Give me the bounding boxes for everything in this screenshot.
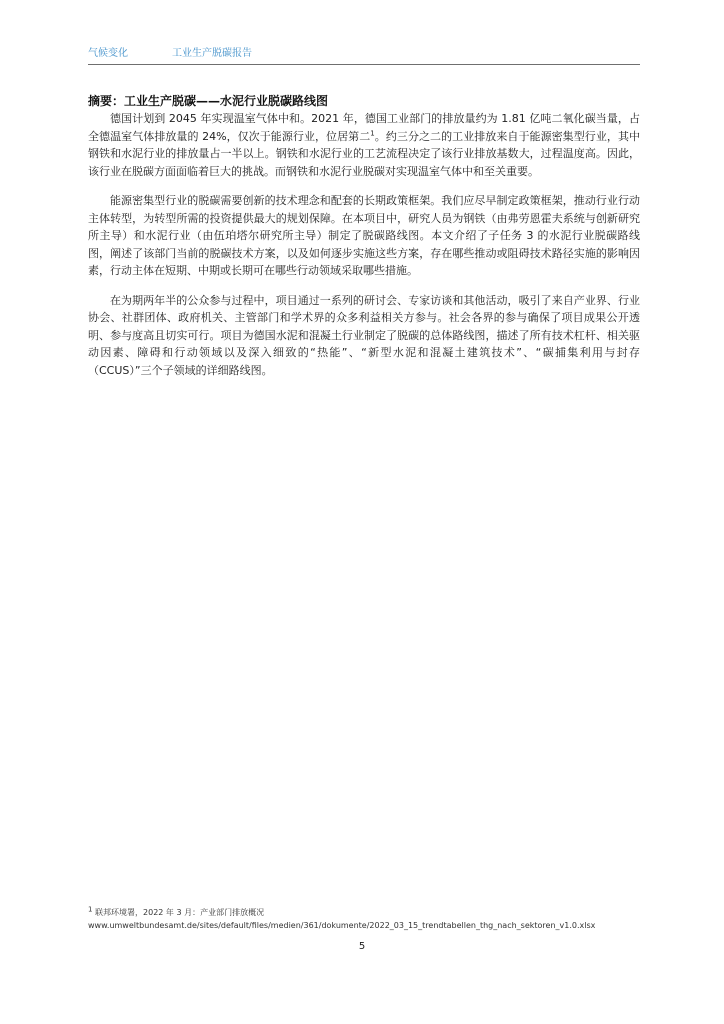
summary-heading: 摘要：工业生产脱碳——水泥行业脱碳路线图 — [88, 94, 329, 108]
paragraph-1-tail: 。约三分之二的工业排放来自于能源密集型行业，其中钢铁和水泥行业的排放量占一半以上。钢铁和水泥行业的工艺流程决定了该行业排放基数大，过程温度高。因此，该行业在脱碳方面面临着巨大的挑战。而钢铁和水泥行业脱碳对实现温室气体中和至关重要。 — [88, 129, 640, 178]
footnote-url[interactable]: www.umweltbundesamt.de/sites/default/files/medien/361/dokumente/2022_03_15_trendtabellen_thg_nach_sektoren_v1.0.xlsx — [88, 921, 596, 930]
header-report-title: 工业生产脱碳报告 — [172, 48, 252, 59]
footnote-reference: 1 — [370, 128, 375, 137]
paragraph-3: 在为期两年半的公众参与过程中，项目通过一系列的研讨会、专家访谈和其他活动，吸引了来自产业界、行业协会、社群团体、政府机关、主管部门和学术界的众多利益相关方参与。社会各界的参与确保了项目成果公开透明、参与度高且切实可行。项目为德国水泥和混凝土行业制定了脱碳的总体路线图，描述了所有技术杠杆、相关驱动因素、障碍和行动领域以及深入细致的“热能”、“新型水泥和混凝土建筑技术”、“碳捕集利用与封存（CCUS）”三个子领域的详细路线图。 — [88, 293, 640, 377]
header-section-label: 气候变化 — [88, 48, 128, 59]
footnote-line — [88, 906, 648, 919]
running-header — [88, 42, 640, 65]
footnote — [88, 906, 648, 932]
footnote-text: 联邦环境署，2022 年 3 月：产业部门排放概况 — [95, 908, 265, 917]
paragraph-1-text: 德国计划到 2045 年实现温室气体中和。2021 年，德国工业部门的排放量约为 1.81 亿吨二氧化碳当量，占全德温室气体排放量的 24%，仅次于能源行业，位居第二 — [88, 112, 640, 143]
main-content — [88, 93, 640, 391]
paragraph-1 — [88, 110, 640, 180]
page-number: 5 — [358, 941, 366, 952]
paragraph-2: 能源密集型行业的脱碳需要创新的技术理念和配套的长期政策框架。我们应尽早制定政策框架，推动行业行动主体转型，为转型所需的投资提供最大的规划保障。在本项目中，研究人员为钢铁（由弗劳恩霍夫系统与创新研究所主导）和水泥行业（由伍珀塔尔研究所主导）制定了脱碳路线图。本文介绍了子任务 3 的水泥行业脱碳路线图，阐述了该部门当前的脱碳技术方案，以及如何逐步实施这些方案，存在哪些推动或阻碍技术路径实施的影响因素，行动主体在短期、中期或长期可在哪些行动领域采取哪些措施。 — [88, 194, 640, 277]
footnote-marker: 1 — [88, 905, 93, 914]
